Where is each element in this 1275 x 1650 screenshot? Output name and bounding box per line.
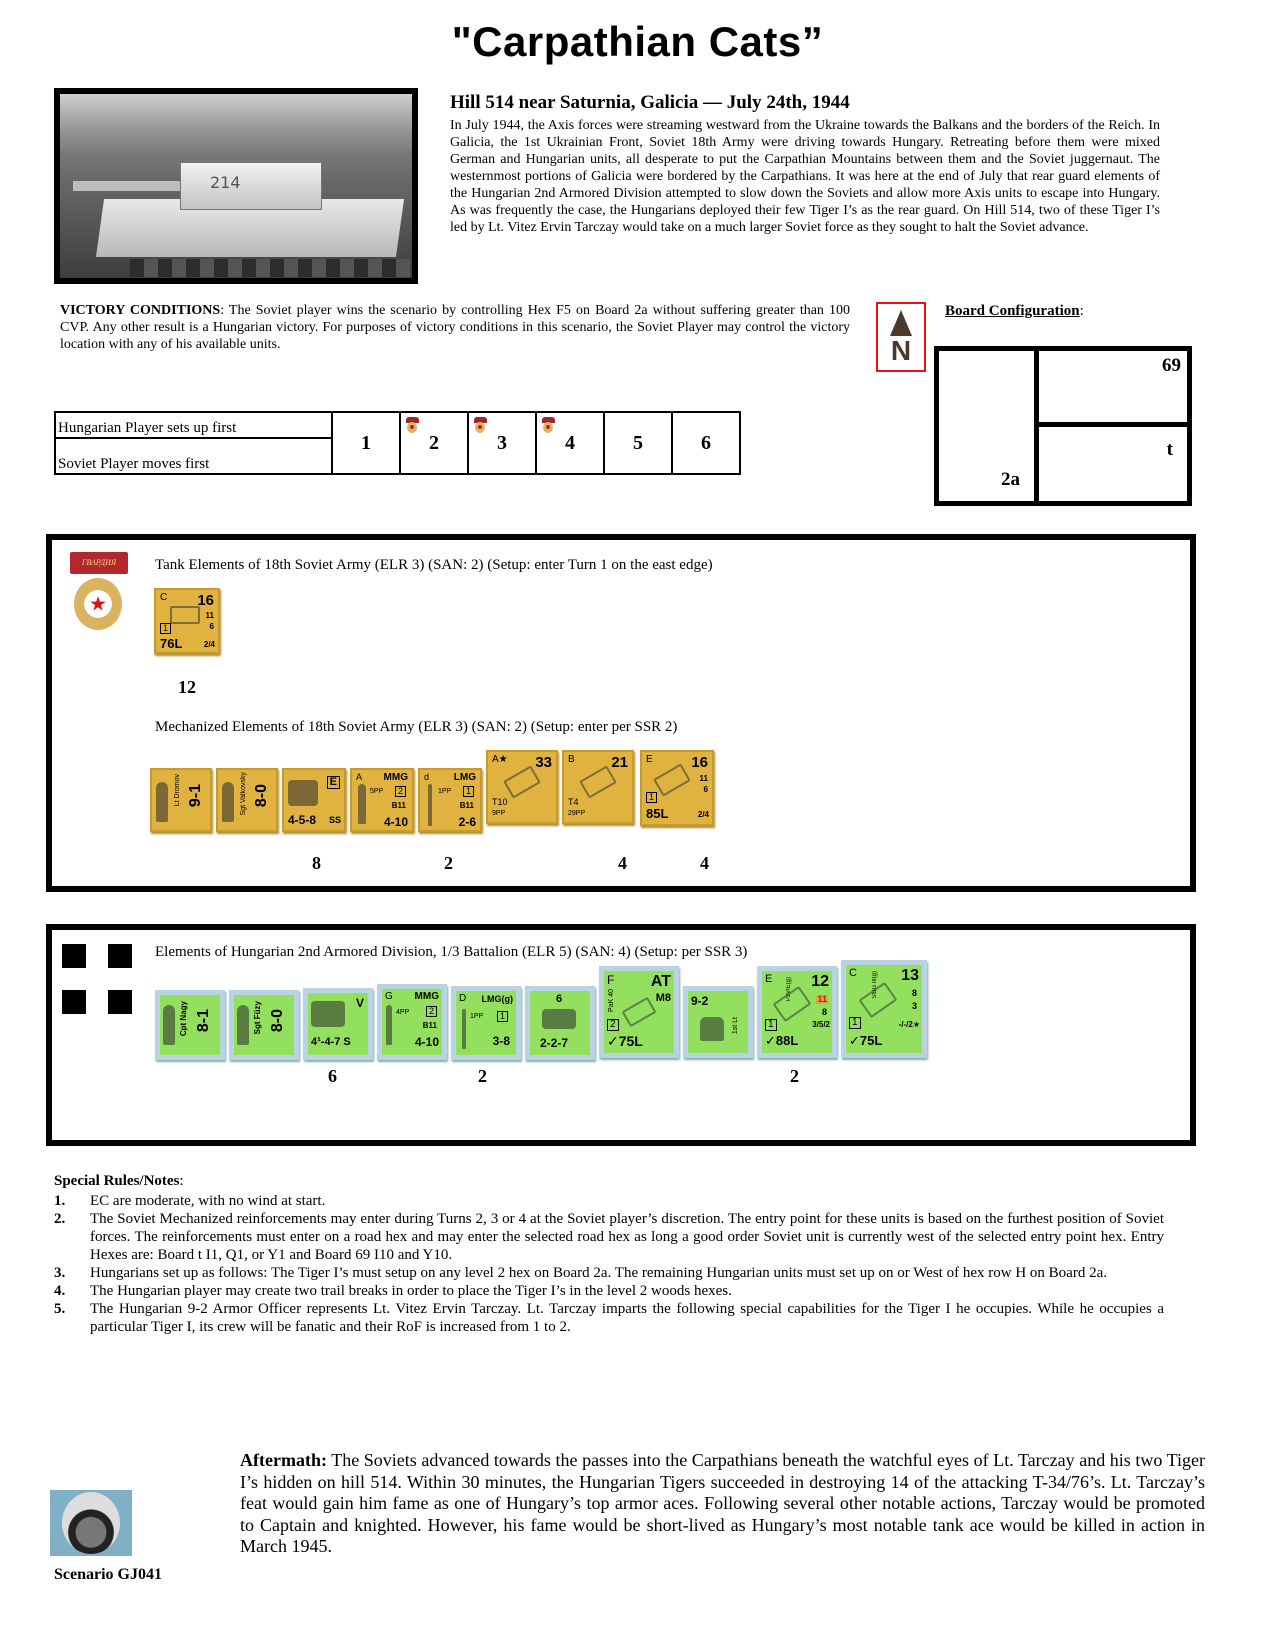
- lmg-icon: [428, 784, 432, 826]
- setup-first-label: Hungarian Player sets up first: [55, 412, 332, 438]
- crew-class: 6: [556, 993, 563, 1005]
- squad-figures-icon: [311, 1001, 345, 1027]
- leader-name: Sgt Valkovsky: [240, 772, 247, 816]
- vehicle-armor: 3/5/2: [812, 1020, 830, 1029]
- north-arrow-icon: [876, 302, 926, 372]
- leader-name: Sgt Füzy: [253, 1001, 262, 1035]
- vehicle-side-value: 6: [703, 785, 708, 794]
- gun-target-size: M8: [655, 992, 671, 1004]
- rule-text: Hungarians set up as follows: The Tiger I’s must setup on any level 2 hex on Board 2a. The remaining Hungarian units must set up on or West of hex row H on Board 2a.: [90, 1265, 1107, 1281]
- vehicle-id: E: [765, 973, 773, 985]
- turn-cell-3: [468, 412, 536, 474]
- vehicle-box: 1: [646, 792, 657, 803]
- vehicle-armor: 2/4: [697, 810, 709, 819]
- rule-number: 3.: [54, 1265, 66, 1281]
- rule-number: 1.: [54, 1193, 66, 1209]
- vehicle-name: StuG III(g): [872, 971, 878, 999]
- soviet-tank-title: Tank Elements of 18th Soviet Army (ELR 3) (SAN: 2) (Setup: enter Turn 1 on the east edge): [155, 557, 713, 573]
- squad-strength: 4¹-4-7 S: [311, 1036, 351, 1048]
- north-letter: N: [890, 335, 912, 366]
- scenario-title: "Carpathian Cats”: [451, 18, 824, 65]
- gun-name: PaK 40: [608, 989, 615, 1012]
- aftermath-label: Aftermath:: [240, 1450, 327, 1470]
- gun-id: F: [607, 973, 615, 987]
- vehicle-towing: T10: [492, 797, 508, 807]
- sw-strength: 4-10: [383, 815, 408, 829]
- reinforcement-badge-icon: [405, 417, 419, 433]
- turn-number: 1: [361, 432, 371, 454]
- mmg-icon: [358, 784, 366, 824]
- moves-first-label: Soviet Player moves first: [55, 438, 332, 474]
- vehicle-id: E: [646, 754, 653, 765]
- vehicle-gun: ✓88L: [765, 1033, 799, 1048]
- vehicle-value: 13: [901, 967, 919, 984]
- special-rules-title-text: Special Rules/Notes: [54, 1173, 180, 1189]
- turn-cell-4: [536, 412, 604, 474]
- unit-count: 12: [178, 677, 196, 697]
- squad-figures-icon: [288, 780, 318, 806]
- turn-number: 4: [565, 432, 575, 454]
- tank-tracks-shape: [130, 259, 410, 277]
- rule-item: [54, 1210, 1164, 1264]
- sw-strength: 2-6: [458, 815, 476, 829]
- scenario-id: Scenario GJ041: [54, 1566, 162, 1583]
- vehicle-pp: 9PP: [492, 810, 506, 817]
- turn-number: 5: [633, 432, 643, 454]
- gun-type: AT: [650, 973, 671, 990]
- leader-name: Lt Dromov: [174, 774, 181, 807]
- tank-gun-shape: [72, 180, 184, 192]
- turn-cell-2: [400, 412, 468, 474]
- reinforcement-badge-icon: [541, 417, 555, 433]
- soldier-figure-icon: [163, 1005, 175, 1045]
- counter-side-value: 6: [209, 622, 214, 631]
- counter-id: C: [160, 592, 168, 603]
- vehicle-side-value: 3: [911, 1001, 917, 1011]
- board-2a: [939, 351, 1039, 501]
- vehicle-side-value: 11: [817, 994, 827, 1004]
- rule-item: [54, 1282, 1164, 1300]
- counter-tiger-i: [757, 966, 837, 1058]
- gun-rof: 2: [607, 1019, 619, 1031]
- counter-stug-iii: [841, 960, 927, 1058]
- sw-portage: 4PP: [396, 1009, 410, 1016]
- sw-portage: 5PP: [370, 788, 384, 795]
- tiger-silhouette-icon: [773, 986, 812, 1022]
- leader-rating: 8-0: [253, 784, 270, 808]
- counter-leader-fuzy: [229, 990, 299, 1060]
- leader-rating: 9-2: [691, 994, 709, 1008]
- rule-text: EC are moderate, with no wind at start.: [90, 1193, 326, 1209]
- vehicle-value: 16: [691, 754, 708, 771]
- vehicle-box: 1: [849, 1017, 861, 1029]
- vehicle-gun: ✓75L: [849, 1033, 883, 1048]
- sw-type: LMG(g): [481, 994, 513, 1004]
- board-config-colon: :: [1079, 303, 1084, 319]
- rule-text: The Soviet Mechanized reinforcements may enter during Turns 2, 3 or 4 at the Soviet player’s discretion. The entry point for these units is based on the furthest position of Soviet forces. The reinforcements must enter on a road hex and may enter the selected road hex as long a good order Soviet unit is currently west of the selected entry point hex. Entry Hexes are: Board t I1, Q1, or Y1 and Board 69 I10 and Y10.: [90, 1211, 1164, 1263]
- soviet-guards-badge-icon: [70, 552, 128, 632]
- sw-rof: 1: [463, 786, 474, 797]
- rule-item: [54, 1192, 1164, 1210]
- guards-flag-text: ГВАРДИЯ: [70, 552, 128, 574]
- sw-portage: 1PP: [470, 1013, 484, 1020]
- leader-rating: 8-1: [195, 1009, 212, 1033]
- counter-su76m: [486, 750, 558, 824]
- leader-name: Cpt Nagy: [179, 1001, 188, 1037]
- crew-figures-icon: [542, 1009, 576, 1029]
- board-config-label: Board Configuration: [945, 303, 1080, 319]
- sw-type: MMG: [414, 991, 439, 1002]
- sw-breakdown: B11: [459, 801, 474, 810]
- special-rules-title: [54, 1172, 184, 1190]
- vehicle-value: 12: [811, 973, 829, 990]
- tank-turret-shape: [180, 162, 322, 210]
- vehicle-box: 1: [765, 1019, 777, 1031]
- tiger-tank-photo: [54, 88, 418, 284]
- vehicle-id: A★: [492, 754, 508, 765]
- vehicle-towing: T4: [568, 797, 579, 807]
- rule-number: 4.: [54, 1283, 66, 1299]
- vehicle-pp: 29PP: [568, 810, 586, 817]
- aftermath-text: [240, 1450, 1205, 1558]
- counter-armor-leader: [683, 986, 753, 1058]
- tank-silhouette-icon: [653, 763, 691, 796]
- tank-number: 214: [210, 173, 241, 192]
- counter-at-gun: [599, 966, 679, 1058]
- lmg-icon: [462, 1009, 466, 1049]
- vehicle-side-value: 8: [821, 1007, 827, 1017]
- sw-strength: 4-10: [414, 1035, 439, 1049]
- unit-count: 4: [618, 853, 627, 873]
- counter-box: 1: [160, 623, 171, 634]
- counter-crew: [525, 986, 595, 1060]
- counter-t34-m43: [154, 588, 220, 654]
- sw-breakdown: B11: [391, 801, 406, 810]
- hungarian-cross-icon: [62, 944, 132, 1014]
- rule-text: The Hungarian 9-2 Armor Officer represents Lt. Vitez Ervin Tarczay. Lt. Tarczay imparts the following special capabilities for the Tiger I he occupies. While he occupies a particular Tiger I, its crew will be fanatic and their RoF is increased from 1 to 2.: [90, 1301, 1164, 1335]
- sw-id: D: [459, 993, 467, 1004]
- vehicle-armor: -/-/2★: [898, 1020, 920, 1029]
- special-rules-colon: :: [179, 1173, 184, 1189]
- sw-id: A: [356, 772, 363, 782]
- sw-breakdown: B11: [422, 1021, 437, 1030]
- turn-number: 2: [429, 432, 439, 454]
- board-configuration-diagram: [934, 346, 1192, 506]
- unit-count: 2: [790, 1066, 799, 1086]
- special-rules-list: [54, 1192, 1164, 1336]
- board-69-label: 69: [1162, 355, 1181, 376]
- sw-id: G: [385, 991, 393, 1002]
- rule-number: 2.: [54, 1211, 66, 1227]
- soldier-figure-icon: [156, 782, 168, 822]
- tank-silhouette-icon: [170, 606, 200, 624]
- sw-portage: 1PP: [438, 788, 452, 795]
- intro-text: In July 1944, the Axis forces were streaming westward from the Ukraine towards the Balkans and the borders of the Reich. In Galicia, the 1st Ukrainian Front, Soviet 18th Army were driving towards Hungary. Retreating before them were mixed German and Hungarian units, all desperate to put the Carpathian Mountains between them and the Soviet juggernaut. The westernmost portions of Galicia were bordered by the Carpathians. It was here at the end of July that rear guard elements of the Hungarian 2nd Armored Division attempted to slow down the Soviets and allow more Axis units to escape into Hungary. As was frequently the case, the Hungarians deployed their few Tiger I’s as the rear guard. On Hill 514, two of these Tiger I’s led by Lt. Vitez Ervin Tarczay would take on a much larger Soviet force as they sought to halt the Soviet advance.: [450, 118, 1160, 235]
- counter-squad-458: [282, 768, 346, 832]
- board-t-label: t: [1166, 439, 1173, 460]
- counter-leader-valkovsky: [216, 768, 278, 832]
- counter-mmg: [377, 984, 447, 1060]
- turn-number: 3: [497, 432, 507, 454]
- turn-cell-1: [332, 412, 400, 474]
- unit-count: 8: [312, 853, 321, 873]
- officer-figure-icon: [700, 1017, 724, 1041]
- vehicle-name: PzVIE(g): [786, 977, 792, 1002]
- rule-number: 5.: [54, 1301, 66, 1317]
- turn-number: 6: [701, 432, 711, 454]
- victory-text: : The Soviet player wins the scenario by controlling Hex F5 on Board 2a without suffering greater than 100 CVP. Any other result is a Hungarian victory. For purposes of victory conditions in this scenario, the Soviet Player may control the victory location with any of his available units.: [60, 303, 851, 352]
- crew-strength: 2-2-7: [540, 1036, 569, 1050]
- counter-t34-85: [640, 750, 714, 826]
- vehicle-value: 21: [611, 754, 628, 771]
- turn-cell-5: [604, 412, 672, 474]
- board-2a-label: 2a: [1001, 469, 1020, 490]
- sw-type: LMG: [453, 772, 476, 783]
- vehicle-side-value: 11: [699, 774, 708, 783]
- vehicle-value: 33: [535, 754, 552, 771]
- stug-silhouette-icon: [859, 982, 898, 1018]
- rule-item: [54, 1300, 1164, 1336]
- mmg-icon: [386, 1005, 392, 1045]
- counter-armor: 2/4: [203, 640, 215, 649]
- soviet-mech-title: Mechanized Elements of 18th Soviet Army (ELR 3) (SAN: 2) (Setup: enter per SSR 2): [155, 719, 678, 735]
- squad-class: V: [355, 996, 364, 1010]
- vehicle-id: C: [849, 967, 857, 979]
- squad-strength: 4-5-8: [288, 813, 317, 827]
- counter-gun: 76L: [160, 636, 183, 651]
- unit-count: 2: [444, 853, 453, 873]
- counter-leader-dromov: [150, 768, 212, 832]
- sw-id: d: [424, 772, 430, 782]
- rule-text: The Hungarian player may create two trail breaks in order to place the Tiger I’s in the level 2 woods hexes.: [90, 1283, 732, 1299]
- soldier-portrait-icon: [50, 1490, 132, 1556]
- squad-class: E: [327, 776, 340, 789]
- counter-lmg: [451, 986, 521, 1060]
- counter-mmg: [350, 768, 414, 832]
- victory-label: VICTORY CONDITIONS: [60, 303, 221, 318]
- arrow-up-icon: [890, 310, 912, 336]
- rule-item: [54, 1264, 1164, 1282]
- sw-type: MMG: [383, 772, 408, 783]
- at-gun-icon: [622, 997, 657, 1028]
- hungarian-title: Elements of Hungarian 2nd Armored Division, 1/3 Battalion (ELR 5) (SAN: 4) (Setup: per SSR 3): [155, 944, 748, 960]
- squad-type: SS: [328, 815, 341, 825]
- sw-rof: 2: [426, 1006, 437, 1017]
- vehicle-id: B: [568, 754, 575, 765]
- counter-value: 16: [197, 592, 214, 609]
- counter-lmg: [418, 768, 482, 832]
- leader-rank: 1st Lt: [732, 1017, 739, 1035]
- counter-zis5: [562, 750, 634, 824]
- vehicle-gun: 85L: [646, 806, 669, 821]
- sw-rof: 2: [395, 786, 406, 797]
- counter-squad-447: [303, 988, 373, 1060]
- victory-conditions: [60, 302, 850, 353]
- soldier-figure-icon: [222, 782, 234, 822]
- unit-count: 6: [328, 1066, 337, 1086]
- gun-caliber: ✓75L: [607, 1033, 643, 1049]
- turn-cell-6: [672, 412, 740, 474]
- counter-side-value: 11: [205, 611, 214, 620]
- sw-rof: 1: [497, 1011, 508, 1022]
- scenario-subtitle: Hill 514 near Saturnia, Galicia — July 24th, 1944: [450, 92, 850, 113]
- turn-record-track: [54, 411, 741, 475]
- board-config-heading: [945, 302, 1084, 320]
- aftermath-body: The Soviets advanced towards the passes into the Carpathians beneath the watchful eyes of Lt. Tarczay and his two Tiger I’s hidden on hill 514. Within 30 minutes, the Hungarian Tigers succeeded in destroying 14 of the attacking T-34/76’s. Lt. Tarczay’s feat would gain him fame as one of Hungary’s top armor aces. Following several other notable actions, Tarczay would be promoted to Captain and knighted. However, his fame would be short-lived as Hungary’s most notable tank ace would be killed in action in March 1945.: [240, 1450, 1205, 1556]
- leader-rating: 9-1: [187, 784, 204, 808]
- counter-leader-nagy: [155, 990, 225, 1060]
- unit-count: 4: [700, 853, 709, 873]
- sw-strength: 3-8: [492, 1034, 510, 1048]
- vehicle-side-value: 8: [911, 988, 917, 998]
- board-69: [1039, 351, 1187, 427]
- reinforcement-badge-icon: [473, 417, 487, 433]
- unit-count: 2: [478, 1066, 487, 1086]
- soldier-figure-icon: [237, 1005, 249, 1045]
- leader-rating: 8-0: [269, 1009, 286, 1033]
